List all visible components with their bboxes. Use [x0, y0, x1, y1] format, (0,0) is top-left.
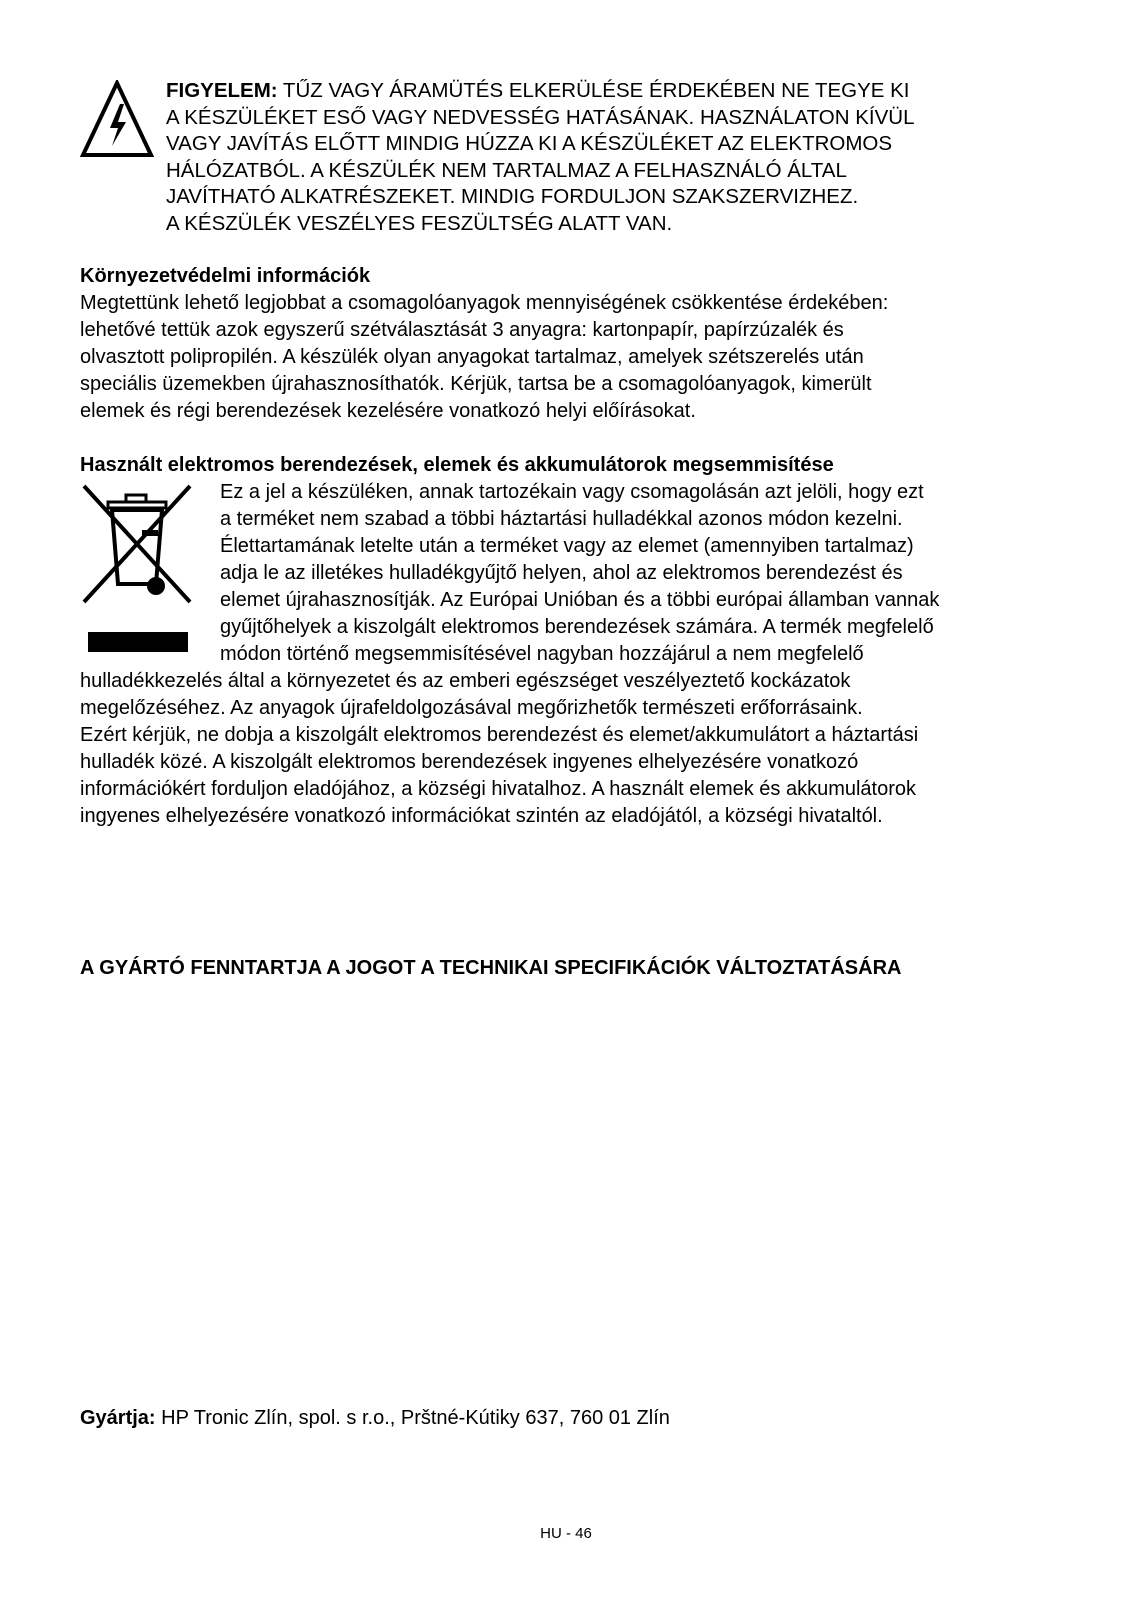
paragraph-line: ingyenes elhelyezésére vonatkozó információkat szintén az eladójától, a községi hivataltól.: [80, 805, 883, 827]
paragraph-line: elemet újrahasznosítják. Az Európai Unióban és a többi európai államban vannak: [220, 589, 940, 611]
paragraph-line: Élettartamának letelte után a terméket vagy az elemet (amennyiben tartalmaz): [220, 535, 914, 557]
crossed-out-wheelie-bin-icon: [80, 482, 194, 652]
paragraph-line: Ezért kérjük, ne dobja a kiszolgált elektromos berendezést és elemet/akkumulátort a háztartási: [80, 724, 919, 746]
warning-line: A KÉSZÜLÉKET ESŐ VAGY NEDVESSÉG HATÁSÁNAK. HASZNÁLATON KÍVÜL: [166, 105, 915, 129]
producer-info: [80, 1405, 670, 1432]
paragraph-line: a terméket nem szabad a többi háztartási hulladékkal azonos módon kezelni.: [220, 508, 903, 530]
warning-line: A KÉSZÜLÉK VESZÉLYES FESZÜLTSÉG ALATT VAN.: [166, 211, 673, 235]
warning-text: [166, 78, 1040, 237]
warning-line: TŰZ VAGY ÁRAMÜTÉS ELKERÜLÉSE ÉRDEKÉBEN NE TEGYE KI: [277, 79, 910, 102]
safety-warning: [80, 78, 1040, 237]
paragraph-line: speciális üzemekben újrahasznosíthatók. Kérjük, tartsa be a csomagolóanyagok, kimerült: [80, 373, 872, 395]
paragraph-line: gyűjtőhelyek a kiszolgált elektromos berendezések számára. A termék megfelelő: [220, 616, 934, 638]
environment-heading: Környezetvédelmi információk: [80, 265, 371, 287]
disposal-full-paragraph: [80, 668, 1060, 830]
paragraph-line: hulladékkezelés által a környezetet és az emberi egészséget veszélyeztető kockázatok: [80, 670, 851, 692]
warning-line: HÁLÓZATBÓL. A KÉSZÜLÉK NEM TARTALMAZ A FELHASZNÁLÓ ÁLTAL: [166, 158, 847, 182]
producer-label: Gyártja:: [80, 1407, 156, 1429]
paragraph-line: megelőzéséhez. Az anyagok újrafeldolgozásával megőrizhetők természeti erőforrásaink.: [80, 697, 863, 719]
disposal-section: [80, 452, 1060, 830]
paragraph-line: olvasztott polipropilén. A készülék olyan anyagokat tartalmaz, amelyek szétszerelés után: [80, 346, 864, 368]
high-voltage-warning-icon: [80, 80, 154, 158]
paragraph-line: elemek és régi berendezések kezelésére vonatkozó helyi előírásokat.: [80, 400, 696, 422]
warning-label: FIGYELEM:: [166, 79, 278, 102]
environment-section: [80, 263, 1060, 425]
paragraph-line: adja le az illetékes hulladékgyűjtő helyen, ahol az elektromos berendezést és: [220, 562, 903, 584]
paragraph-line: Megtettünk lehető legjobbat a csomagolóanyagok mennyiségének csökkentése érdekében:: [80, 292, 889, 314]
paragraph-line: hulladék közé. A kiszolgált elektromos berendezések ingyenes elhelyezésére vonatkozó: [80, 751, 859, 773]
paragraph-line: információkért forduljon eladójához, a községi hivatalhoz. A használt elemek és akkumulátorok: [80, 778, 917, 800]
disposal-heading: Használt elektromos berendezések, elemek és akkumulátorok megsemmisítése: [80, 454, 834, 476]
page-number: HU - 46: [540, 1525, 592, 1542]
paragraph-line: lehetővé tettük azok egyszerű szétválasztását 3 anyagra: kartonpapír, papírzúzalék és: [80, 319, 844, 341]
disposal-body: [80, 479, 1060, 830]
warning-line: VAGY JAVÍTÁS ELŐTT MINDIG HÚZZA KI A KÉSZÜLÉKET AZ ELEKTROMOS: [166, 132, 893, 155]
environment-paragraph: [80, 290, 1060, 425]
warning-line: JAVÍTHATÓ ALKATRÉSZEKET. MINDIG FORDULJON SZAKSZERVIZHEZ.: [166, 185, 859, 208]
producer-text: HP Tronic Zlín, spol. s r.o., Prštné-Kútiky 637, 760 01 Zlín: [155, 1407, 670, 1429]
paragraph-line: Ez a jel a készüléken, annak tartozékain vagy csomagolásán azt jelöli, hogy ezt: [220, 481, 924, 503]
disposal-indented-paragraph: [80, 479, 1060, 668]
paragraph-line: módon történő megsemmisítésével nagyban hozzájárul a nem megfelelő: [220, 643, 864, 665]
specification-change-notice: A GYÁRTÓ FENNTARTJA A JOGOT A TECHNIKAI SPECIFIKÁCIÓK VÁLTOZTATÁSÁRA: [80, 957, 902, 979]
